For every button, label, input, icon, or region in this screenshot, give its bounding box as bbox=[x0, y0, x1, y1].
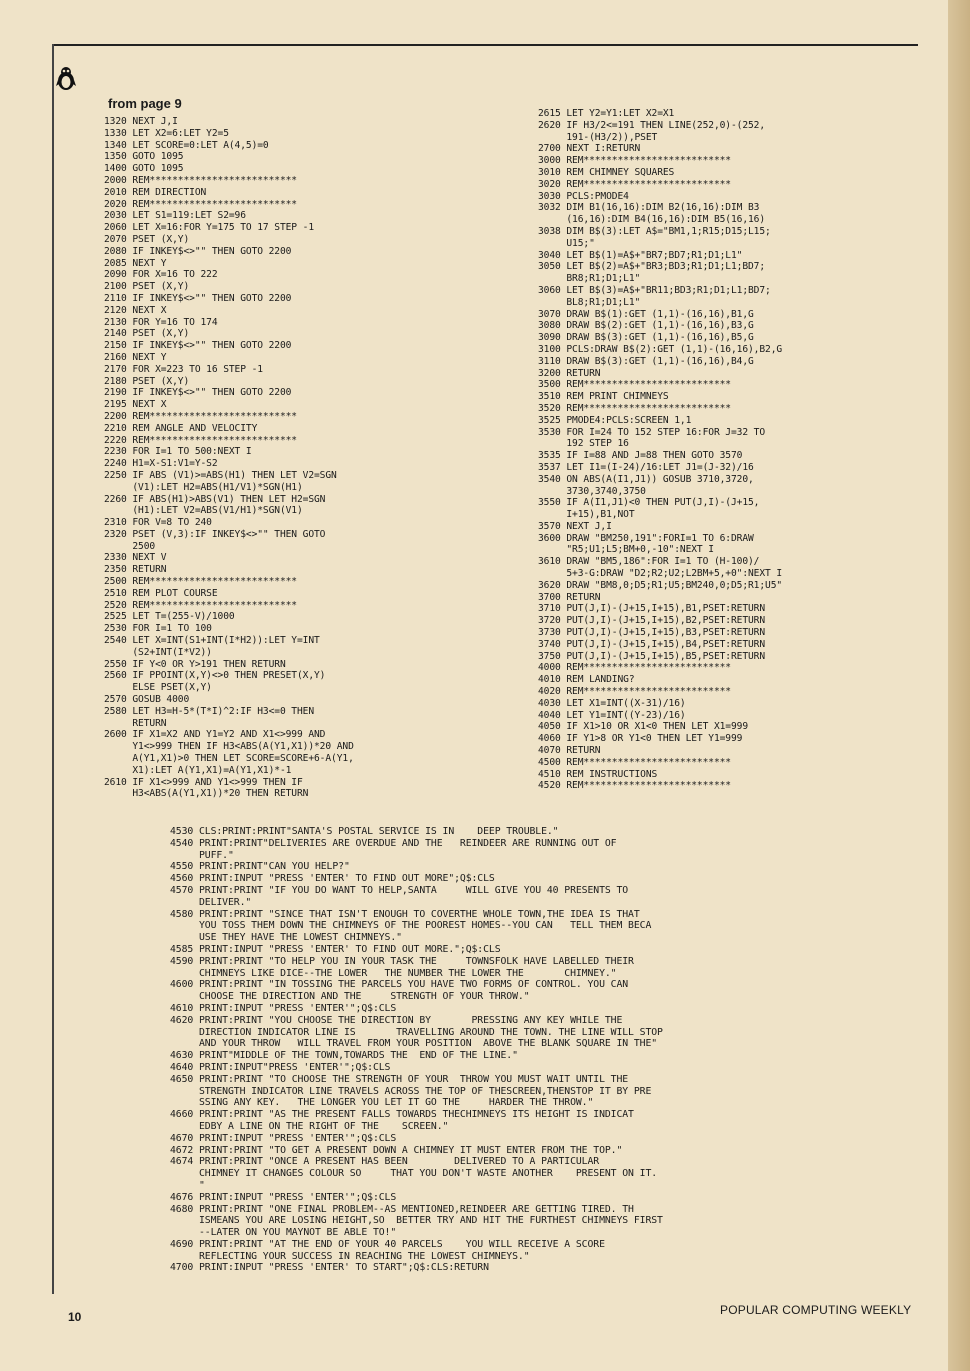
code-line: 4670 PRINT:INPUT "PRESS 'ENTER'";Q$:CLS bbox=[170, 1132, 397, 1144]
code-line: 2540 LET X=INT(S1+INT(I*H2)):LET Y=INT bbox=[104, 635, 320, 647]
code-line: 2090 FOR X=16 TO 222 bbox=[104, 269, 218, 281]
publication-name: POPULAR COMPUTING WEEKLY bbox=[720, 1303, 912, 1317]
code-line: 4700 PRINT:INPUT "PRESS 'ENTER' TO START";Q$:CLS:RETURN bbox=[170, 1262, 489, 1274]
page-spine bbox=[948, 0, 970, 1371]
code-line: 2330 NEXT V bbox=[104, 552, 167, 564]
code-line: 3550 IF A(I1,J1)<0 THEN PUT(J,I)-(J+15, bbox=[538, 497, 760, 509]
code-line: DELIVER." bbox=[170, 896, 252, 908]
code-line: RETURN bbox=[104, 717, 167, 729]
penguin-logo-icon bbox=[56, 66, 76, 92]
code-line: 2530 FOR I=1 TO 100 bbox=[104, 623, 212, 635]
code-line: ELSE PSET(X,Y) bbox=[104, 682, 212, 694]
code-line: 3530 FOR I=24 TO 152 STEP 16:FOR J=32 TO bbox=[538, 426, 766, 438]
code-line: 2500 REM************************** bbox=[104, 576, 297, 588]
code-line: Y1<>999 THEN IF H3<ABS(A(Y1,X1))*20 AND bbox=[104, 741, 354, 753]
code-line: 3000 REM************************** bbox=[538, 155, 731, 167]
code-line: --LATER ON YOU MAYNOT BE ABLE TO!" bbox=[170, 1227, 397, 1239]
code-line: 2580 LET H3=H-5*(T*I)^2:IF H3<=0 THEN bbox=[104, 705, 315, 717]
code-line: 2220 REM************************** bbox=[104, 434, 297, 446]
code-line: 4674 PRINT:PRINT "ONCE A PRESENT HAS BEEN DELIVERED TO A PARTICULAR bbox=[170, 1156, 600, 1168]
code-line: 4676 PRINT:INPUT "PRESS 'ENTER'";Q$:CLS bbox=[170, 1191, 397, 1203]
code-line: 3535 IF I=88 AND J=88 THEN GOTO 3570 bbox=[538, 450, 743, 462]
code-line: 4020 REM************************** bbox=[538, 686, 731, 698]
code-line: 2140 PSET (X,Y) bbox=[104, 328, 190, 340]
code-line: 4040 LET Y1=INT((Y-23)/16) bbox=[538, 709, 686, 721]
code-line: 3740 PUT(J,I)-(J+15,I+15),B4,PSET:RETURN bbox=[538, 638, 766, 650]
code-line: 2320 PSET (V,3):IF INKEY$<>"" THEN GOTO bbox=[104, 528, 326, 540]
code-line: 4570 PRINT:PRINT "IF YOU DO WANT TO HELP,SANTA WILL GIVE YOU 40 PRESENTS TO bbox=[170, 884, 629, 896]
code-line: 2130 FOR Y=16 TO 174 bbox=[104, 316, 218, 328]
code-line: X1):LET A(Y1,X1)=A(Y1,X1)*-1 bbox=[104, 764, 292, 776]
code-line: 4660 PRINT:PRINT "AS THE PRESENT FALLS TOWARDS THECHIMNEYS ITS HEIGHT IS INDICAT bbox=[170, 1109, 634, 1121]
code-line: 2085 NEXT Y bbox=[104, 257, 167, 269]
code-line: 2310 FOR V=8 TO 240 bbox=[104, 517, 212, 529]
code-line: 4010 REM LANDING? bbox=[538, 674, 635, 686]
code-line: 4540 PRINT:PRINT"DELIVERIES ARE OVERDUE AND THE REINDEER ARE RUNNING OUT OF bbox=[170, 837, 617, 849]
code-line: 4672 PRINT:PRINT "TO GET A PRESENT DOWN A CHIMNEY IT MUST ENTER FROM THE TOP." bbox=[170, 1144, 623, 1156]
code-line: 4500 REM************************** bbox=[538, 756, 731, 768]
code-line: REFLECTING YOUR SUCCESS IN REACHING THE LOWEST CHIMNEYS." bbox=[170, 1250, 530, 1262]
left-rule bbox=[52, 44, 54, 1294]
code-line: (V1):LET H2=ABS(H1/V1)*SGN(H1) bbox=[104, 481, 303, 493]
code-line: 2070 PSET (X,Y) bbox=[104, 233, 190, 245]
code-line: 4610 PRINT:INPUT "PRESS 'ENTER'";Q$:CLS bbox=[170, 1002, 397, 1014]
code-line: CHOOSE THE DIRECTION AND THE STRENGTH OF YOUR THROW." bbox=[170, 991, 530, 1003]
code-line: 2150 IF INKEY$<>"" THEN GOTO 2200 bbox=[104, 340, 292, 352]
listing-instructions-block bbox=[170, 826, 915, 1274]
code-line: AND YOUR THROW WILL TRAVEL FROM YOUR POSITION ABOVE THE BLANK SQUARE IN THE" bbox=[170, 1038, 658, 1050]
code-line: 4580 PRINT:PRINT "SINCE THAT ISN'T ENOUGH TO COVERTHE WHOLE TOWN,THE IDEA IS THAT bbox=[170, 908, 640, 920]
code-line: 2080 IF INKEY$<>"" THEN GOTO 2200 bbox=[104, 245, 292, 257]
code-line: " bbox=[170, 1179, 205, 1191]
code-line: 1400 GOTO 1095 bbox=[104, 163, 184, 175]
code-line: 4630 PRINT"MIDDLE OF THE TOWN,TOWARDS THE END OF THE LINE." bbox=[170, 1050, 518, 1062]
code-line: 2570 GOSUB 4000 bbox=[104, 694, 190, 706]
code-line: 3080 DRAW B$(2):GET (1,1)-(16,16),B3,G bbox=[538, 320, 754, 332]
code-line: H3<ABS(A(Y1,X1))*20 THEN RETURN bbox=[104, 788, 309, 800]
code-line: 3038 DIM B$(3):LET A$="BM1,1;R15;D15;L15; bbox=[538, 225, 771, 237]
code-line: 2250 IF ABS (V1)>=ABS(H1) THEN LET V2=SGN bbox=[104, 469, 337, 481]
code-line: 3520 REM************************** bbox=[538, 402, 731, 414]
code-line: 1350 GOTO 1095 bbox=[104, 151, 184, 163]
code-line: 2200 REM************************** bbox=[104, 410, 297, 422]
code-line: 4550 PRINT:PRINT"CAN YOU HELP?" bbox=[170, 861, 350, 873]
code-line: 2510 REM PLOT COURSE bbox=[104, 587, 218, 599]
code-line: 3100 PCLS:DRAW B$(2):GET (1,1)-(16,16),B2,G bbox=[538, 343, 783, 355]
code-line: 3060 LET B$(3)=A$+"BR11;BD3;R1;D1;L1;BD7; bbox=[538, 284, 771, 296]
code-line: PUFF." bbox=[170, 849, 234, 861]
code-line: 3020 REM************************** bbox=[538, 178, 731, 190]
code-line: 4650 PRINT:PRINT "TO CHOOSE THE STRENGTH OF YOUR THROW YOU MUST WAIT UNTIL THE bbox=[170, 1073, 629, 1085]
code-line: CHIMNEYS LIKE DICE--THE LOWER THE NUMBER THE LOWER THE CHIMNEY." bbox=[170, 967, 617, 979]
listing-left-column bbox=[104, 116, 534, 800]
code-line: 2525 LET T=(255-V)/1000 bbox=[104, 611, 235, 623]
code-line: 2700 NEXT I:RETURN bbox=[538, 143, 641, 155]
code-line: 3010 REM CHIMNEY SQUARES bbox=[538, 166, 675, 178]
code-line: BR8;R1;D1;L1" bbox=[538, 273, 641, 285]
code-line: SSING ANY KEY. THE LONGER YOU LET IT GO THE HARDER THE THROW." bbox=[170, 1097, 594, 1109]
code-line: YOU TOSS THEM DOWN THE CHIMNEYS OF THE POOREST HOMES--YOU CAN TELL THEM BECA bbox=[170, 920, 652, 932]
code-line: 2210 REM ANGLE AND VELOCITY bbox=[104, 422, 258, 434]
code-line: I+15),B1,NOT bbox=[538, 509, 635, 521]
code-line: 3540 ON ABS(A(I1,J1)) GOSUB 3710,3720, bbox=[538, 473, 754, 485]
continuation-note: from page 9 bbox=[108, 96, 182, 111]
code-line: 2620 IF H3/2<=191 THEN LINE(252,0)-(252, bbox=[538, 119, 766, 131]
code-line: 3750 PUT(J,I)-(J+15,I+15),B5,PSET:RETURN bbox=[538, 650, 766, 662]
code-line: 4560 PRINT:INPUT "PRESS 'ENTER' TO FIND OUT MORE";Q$:CLS bbox=[170, 873, 495, 885]
code-line: 2060 LET X=16:FOR Y=175 TO 17 STEP -1 bbox=[104, 222, 315, 234]
code-line: 3537 LET I1=(I-24)/16:LET J1=(J-32)/16 bbox=[538, 461, 754, 473]
code-line: BL8;R1;D1;L1" bbox=[538, 296, 641, 308]
code-line: 3110 DRAW B$(3):GET (1,1)-(16,16),B4,G bbox=[538, 355, 754, 367]
code-line: 1320 NEXT J,I bbox=[104, 116, 178, 127]
code-line: 3200 RETURN bbox=[538, 367, 601, 379]
code-line: 3090 DRAW B$(3):GET (1,1)-(16,16),B5,G bbox=[538, 332, 754, 344]
code-line: 3620 DRAW "BM8,0;D5;R1;U5;BM240,0;D5;R1;U5" bbox=[538, 579, 783, 591]
code-line: 2110 IF INKEY$<>"" THEN GOTO 2200 bbox=[104, 292, 292, 304]
code-line: 4640 PRINT:INPUT"PRESS 'ENTER'";Q$:CLS bbox=[170, 1061, 391, 1073]
code-line: 2550 IF Y<0 OR Y>191 THEN RETURN bbox=[104, 658, 286, 670]
code-line: 3570 NEXT J,I bbox=[538, 520, 612, 532]
code-line: CHIMNEY IT CHANGES COLOUR SO THAT YOU DON'T WASTE ANOTHER PRESENT ON IT. bbox=[170, 1168, 658, 1180]
code-line: 4690 PRINT:PRINT "AT THE END OF YOUR 40 PARCELS YOU WILL RECEIVE A SCORE bbox=[170, 1238, 605, 1250]
code-line: 2020 REM************************** bbox=[104, 198, 297, 210]
code-line: 2230 FOR I=1 TO 500:NEXT I bbox=[104, 446, 252, 458]
code-line: 2160 NEXT Y bbox=[104, 351, 167, 363]
code-line: 3525 PMODE4:PCLS:SCREEN 1,1 bbox=[538, 414, 692, 426]
code-line: 4585 PRINT:INPUT "PRESS 'ENTER' TO FIND OUT MORE.";Q$:CLS bbox=[170, 943, 501, 955]
code-line: 2170 FOR X=223 TO 16 STEP -1 bbox=[104, 363, 263, 375]
code-line: 2260 IF ABS(H1)>ABS(V1) THEN LET H2=SGN bbox=[104, 493, 326, 505]
code-line: 2600 IF X1=X2 AND Y1=Y2 AND X1<>999 AND bbox=[104, 729, 326, 741]
code-line: 3040 LET B$(1)=A$+"BR7;BD7;R1;D1;L1" bbox=[538, 249, 743, 261]
code-line: 2190 IF INKEY$<>"" THEN GOTO 2200 bbox=[104, 387, 292, 399]
code-line: (H1):LET V2=ABS(V1/H1)*SGN(V1) bbox=[104, 505, 303, 517]
code-line: 4590 PRINT:PRINT "TO HELP YOU IN YOUR TASK THE TOWNSFOLK HAVE LABELLED THEIR bbox=[170, 955, 634, 967]
code-line: 4000 REM************************** bbox=[538, 662, 731, 674]
code-line: STRENGTH INDICATOR LINE TRAVELS ACROSS THE TOP OF THESCREEN,THENSTOP IT BY PRE bbox=[170, 1085, 652, 1097]
code-line: 2180 PSET (X,Y) bbox=[104, 375, 190, 387]
code-line: 2615 LET Y2=Y1:LET X2=X1 bbox=[538, 108, 675, 119]
code-line: 4520 REM************************** bbox=[538, 780, 731, 792]
code-line: 192 STEP 16 bbox=[538, 438, 629, 450]
code-line: 2240 H1=X-S1:V1=Y-S2 bbox=[104, 458, 218, 470]
code-line: 3720 PUT(J,I)-(J+15,I+15),B2,PSET:RETURN bbox=[538, 615, 766, 627]
code-line: 191-(H3/2)),PSET bbox=[538, 131, 658, 143]
code-line: 4600 PRINT:PRINT "IN TOSSING THE PARCELS YOU HAVE TWO FORMS OF CONTROL. YOU CAN bbox=[170, 979, 629, 991]
code-line: 4530 CLS:PRINT:PRINT"SANTA'S POSTAL SERVICE IS IN DEEP TROUBLE." bbox=[170, 826, 559, 837]
code-line: 4620 PRINT:PRINT "YOU CHOOSE THE DIRECTION BY PRESSING ANY KEY WHILE THE bbox=[170, 1014, 623, 1026]
code-line: 2560 IF PPOINT(X,Y)<>0 THEN PRESET(X,Y) bbox=[104, 670, 326, 682]
code-line: 3710 PUT(J,I)-(J+15,I+15),B1,PSET:RETURN bbox=[538, 603, 766, 615]
top-rule bbox=[52, 44, 918, 46]
code-line: U15;" bbox=[538, 237, 595, 249]
code-line: 3500 REM************************** bbox=[538, 379, 731, 391]
code-line: 2520 REM************************** bbox=[104, 599, 297, 611]
code-line: 4030 LET X1=INT((X-31)/16) bbox=[538, 697, 686, 709]
code-line: EDBY A LINE ON THE RIGHT OF THE SCREEN." bbox=[170, 1120, 449, 1132]
code-line: (S2+INT(I*V2)) bbox=[104, 646, 212, 658]
code-line: 4070 RETURN bbox=[538, 745, 601, 757]
code-line: 4050 IF X1>10 OR X1<0 THEN LET X1=999 bbox=[538, 721, 749, 733]
code-line: USE THEY HAVE THE LOWEST CHIMNEYS." bbox=[170, 932, 402, 944]
code-line: 5+3-G:DRAW "D2;R2;U2;L2BM+5,+0":NEXT I bbox=[538, 568, 783, 580]
code-line: 2350 RETURN bbox=[104, 564, 167, 576]
code-line: A(Y1,X1)>0 THEN LET SCORE=SCORE+6-A(Y1, bbox=[104, 753, 354, 765]
code-line: 1340 LET SCORE=0:LET A(4,5)=0 bbox=[104, 139, 269, 151]
code-line: 2030 LET S1=119:LET S2=96 bbox=[104, 210, 246, 222]
code-line: ISMEANS YOU ARE LOSING HEIGHT,SO BETTER TRY AND HIT THE FURTHEST CHIMNEYS FIRST bbox=[170, 1215, 663, 1227]
code-line: 3730 PUT(J,I)-(J+15,I+15),B3,PSET:RETURN bbox=[538, 627, 766, 639]
code-line: 2120 NEXT X bbox=[104, 304, 167, 316]
listing-right-column bbox=[538, 108, 918, 792]
page-number: 10 bbox=[68, 1310, 82, 1324]
code-line: 2500 bbox=[104, 540, 156, 552]
code-line: 2100 PSET (X,Y) bbox=[104, 281, 190, 293]
code-line: 1330 LET X2=6:LET Y2=5 bbox=[104, 127, 229, 139]
code-line: 2195 NEXT X bbox=[104, 399, 167, 411]
code-line: 3050 LET B$(2)=A$+"BR3;BD3;R1;D1;L1;BD7; bbox=[538, 261, 766, 273]
code-line: 2610 IF X1<>999 AND Y1<>999 THEN IF bbox=[104, 776, 303, 788]
code-line: 4060 IF Y1>8 OR Y1<0 THEN LET Y1=999 bbox=[538, 733, 743, 745]
code-line: (16,16):DIM B4(16,16):DIM B5(16,16) bbox=[538, 214, 766, 226]
code-line: 3510 REM PRINT CHIMNEYS bbox=[538, 391, 669, 403]
code-line: 3070 DRAW B$(1):GET (1,1)-(16,16),B1,G bbox=[538, 308, 754, 320]
code-line: 4680 PRINT:PRINT "ONE FINAL PROBLEM--AS MENTIONED,REINDEER ARE GETTING TIRED. TH bbox=[170, 1203, 634, 1215]
code-line: 4510 REM INSTRUCTIONS bbox=[538, 768, 658, 780]
code-line: "R5;U1;L5;BM+0,-10":NEXT I bbox=[538, 544, 714, 556]
code-line: 2010 REM DIRECTION bbox=[104, 186, 207, 198]
code-line: 2000 REM************************** bbox=[104, 174, 297, 186]
code-line: 3030 PCLS:PMODE4 bbox=[538, 190, 629, 202]
code-line: 3032 DIM B1(16,16):DIM B2(16,16):DIM B3 bbox=[538, 202, 760, 214]
code-line: DIRECTION INDICATOR LINE IS TRAVELLING AROUND THE TOWN. THE LINE WILL STOP bbox=[170, 1026, 663, 1038]
code-line: 3610 DRAW "BM5,186":FOR I=1 TO (H-100)/ bbox=[538, 556, 760, 568]
code-line: 3600 DRAW "BM250,191":FORI=1 TO 6:DRAW bbox=[538, 532, 754, 544]
code-line: 3700 RETURN bbox=[538, 591, 601, 603]
code-line: 3730,3740,3750 bbox=[538, 485, 646, 497]
